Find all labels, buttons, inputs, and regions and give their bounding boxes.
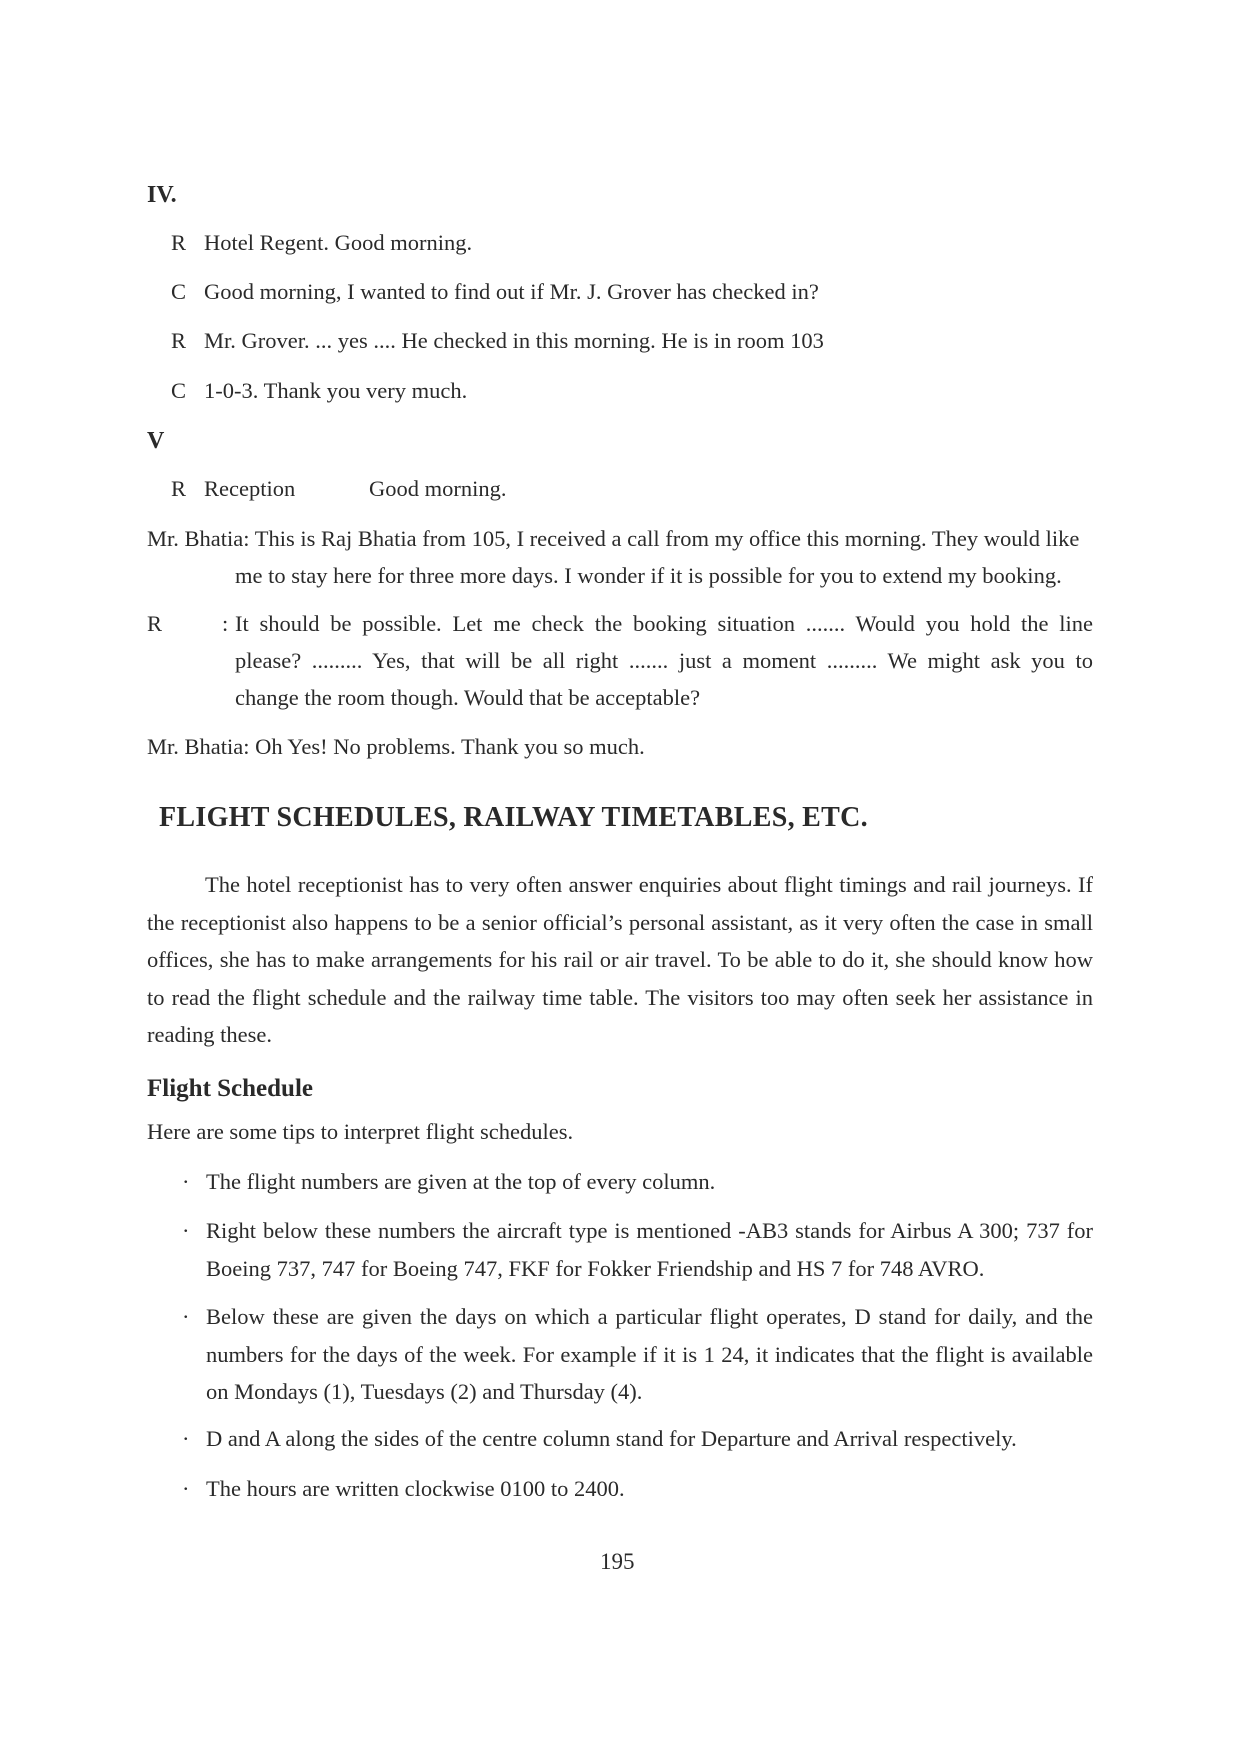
dialogue-text: 1-0-3. Thank you very much.	[204, 378, 468, 403]
bullet-icon: ·	[182, 1218, 190, 1243]
bullet-icon: ·	[182, 1426, 190, 1451]
section-iv-heading: IV.	[147, 182, 177, 208]
dialogue-line	[147, 732, 645, 762]
dialogue-text: It should be possible. Let me check the booking situation ....... Would you hold the line	[235, 611, 1093, 636]
speaker-label: C	[171, 378, 187, 403]
speaker-label: C	[171, 279, 187, 304]
speaker-label: Mr. Bhatia:	[147, 526, 250, 551]
speaker-label: Mr. Bhatia:	[147, 734, 250, 759]
dialogue-text: This is Raj Bhatia from 105, I received a call from my office this morning. They would like	[254, 526, 1080, 551]
dialogue-text-continued: please? ......... Yes, that will be all right ....... just a moment ......... We might ask you to	[235, 648, 1093, 673]
dialogue-text: Good morning.	[369, 476, 507, 501]
bullet-icon: ·	[182, 1169, 190, 1194]
speaker-label: R	[171, 476, 187, 501]
speaker-label: R	[171, 230, 187, 255]
dialogue-line	[147, 524, 1079, 554]
dialogue-line	[171, 277, 819, 307]
bullet-icon: ·	[182, 1476, 190, 1501]
bullet-icon: ·	[182, 1304, 190, 1329]
dialogue-text-continued: me to stay here for three more days. I wonder if it is possible for you to extend my booking.	[235, 563, 1062, 588]
dialogue-text: Hotel Regent. Good morning.	[204, 230, 473, 255]
speaker-label: R	[147, 611, 163, 636]
tip-list-item: The flight numbers are given at the top of every column.	[206, 1169, 716, 1194]
dialogue-line	[171, 376, 467, 406]
tip-list-item: D and A along the sides of the centre column stand for Departure and Arrival respectively.	[206, 1426, 1017, 1451]
section-title: FLIGHT SCHEDULES, RAILWAY TIMETABLES, ETC.	[159, 802, 868, 833]
speaker-label: R	[171, 328, 187, 353]
dialogue-text: Good morning, I wanted to find out if Mr. J. Grover has checked in?	[204, 279, 819, 304]
page-number: 195	[600, 1549, 635, 1574]
tip-list-item: Right below these numbers the aircraft type is mentioned -AB3 stands for Airbus A 300; 737 for Boeing 737, 747 for Boeing 747, FKF for Fokker Friendship and HS 7 for 748 AVRO.	[206, 1218, 1093, 1281]
dialogue-text: Mr. Grover. ... yes .... He checked in this morning. He is in room 103	[204, 328, 824, 353]
dialogue-text: Oh Yes! No problems. Thank you so much.	[255, 734, 645, 759]
speaker-colon: :	[222, 611, 229, 636]
dialogue-line	[171, 228, 472, 258]
dialogue-line	[171, 326, 824, 356]
dialogue-text-continued: change the room though. Would that be acceptable?	[235, 685, 701, 710]
tip-list-item: Below these are given the days on which a particular flight operates, D stand for daily, and the numbers for the days of the week. For example if it is 1 24, it indicates that the flight is available on Mondays (1), Tuesdays (2) and Thursday (4).	[206, 1304, 1093, 1404]
reception-label: Reception	[204, 476, 296, 501]
flight-schedule-lead: Here are some tips to interpret flight schedules.	[147, 1119, 574, 1144]
tip-list-item: The hours are written clockwise 0100 to 2400.	[206, 1476, 625, 1501]
dialogue-line	[171, 474, 507, 504]
intro-paragraph: The hotel receptionist has to very often answer enquiries about flight timings and rail journeys. If the receptionist also happens to be a senior official’s personal assistant, as it very often the case in small offices, she has to make arrangements for his rail or air travel. To be able to do it, she should know how to read the flight schedule and the railway time table. The visitors too may often seek her assistance in reading these.	[147, 872, 1093, 1047]
section-v-heading: V	[147, 428, 165, 454]
flight-schedule-title: Flight Schedule	[147, 1075, 313, 1102]
